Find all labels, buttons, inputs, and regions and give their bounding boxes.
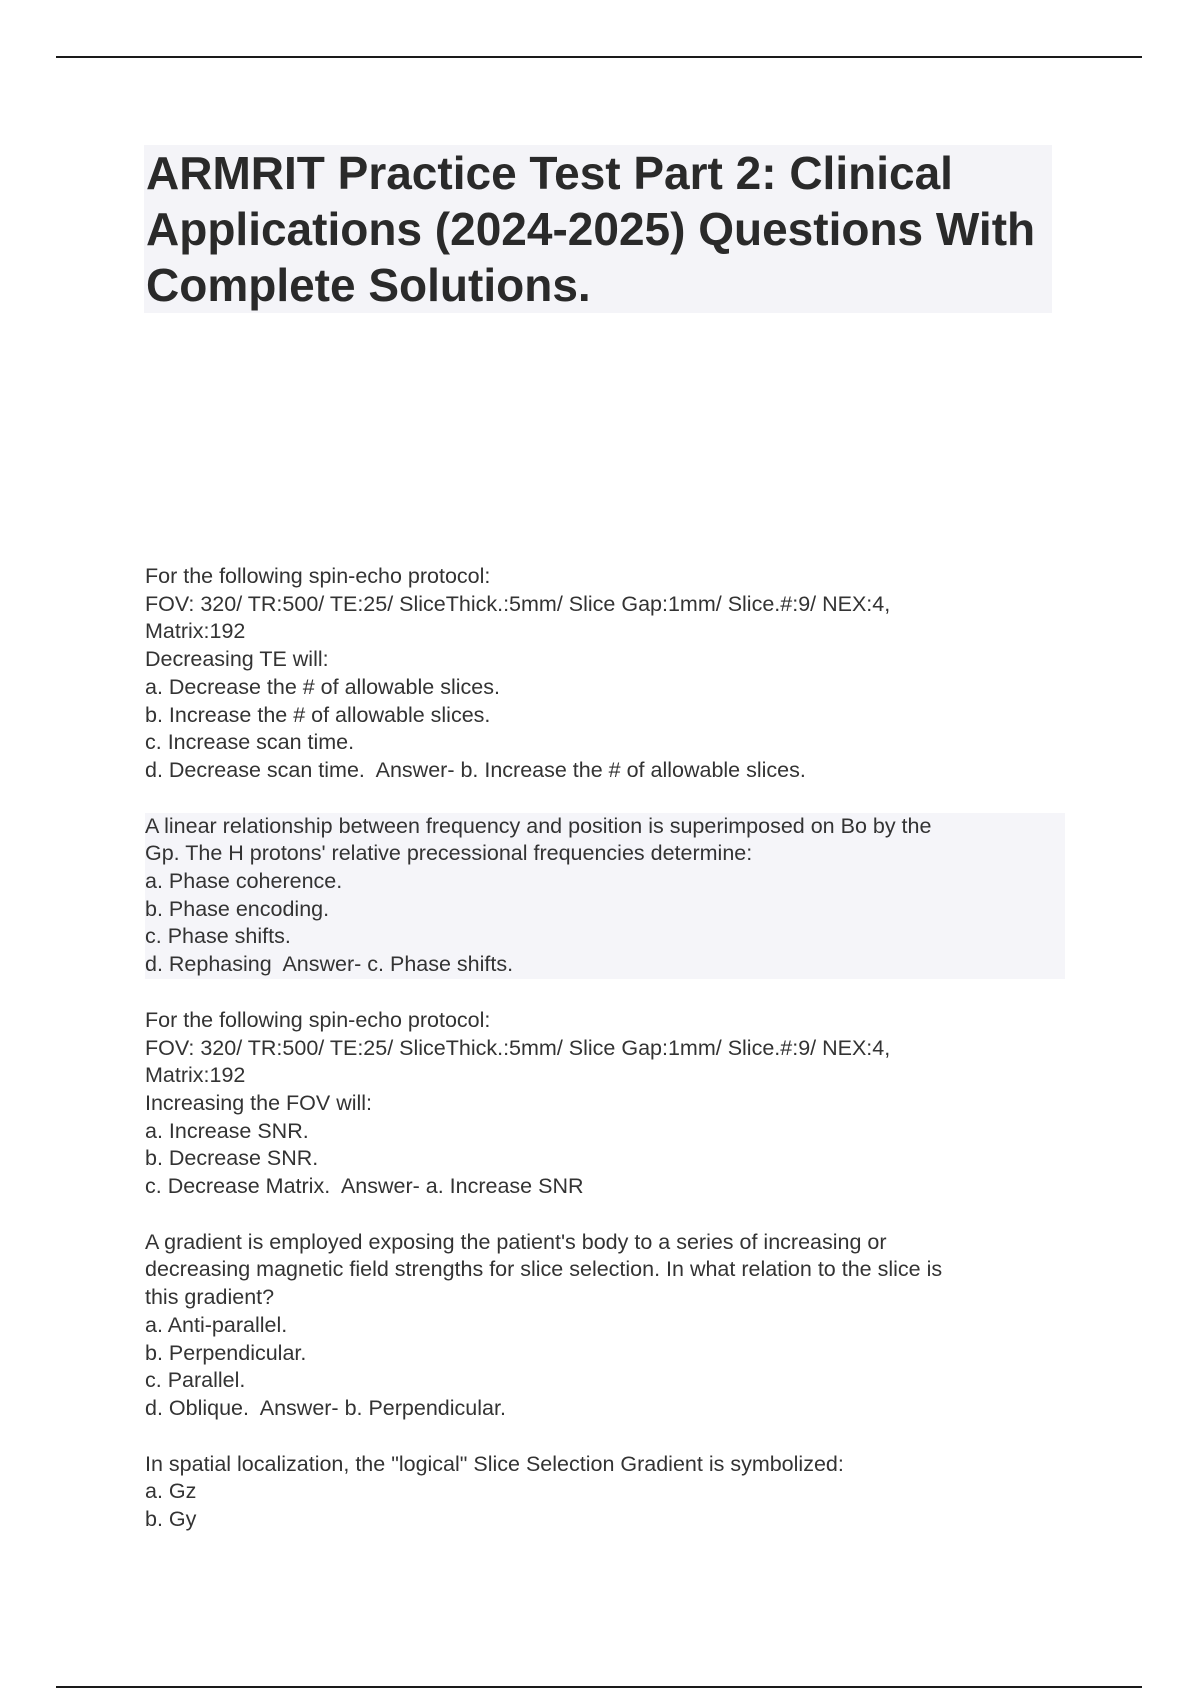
question-line: Matrix:192 <box>145 1063 246 1088</box>
question-line: FOV: 320/ TR:500/ TE:25/ SliceThick.:5mm/ Slice Gap:1mm/ Slice.#:9/ NEX:4, <box>145 591 891 616</box>
question-line: A gradient is employed exposing the patient's body to a series of increasing or <box>145 1229 887 1254</box>
answer-option: c. Phase shifts. <box>145 923 1065 951</box>
answer-option: b. Decrease SNR. <box>145 1146 319 1171</box>
question-4 <box>145 1229 1065 1423</box>
question-line: For the following spin-echo protocol: <box>145 564 491 588</box>
answer-option: b. Increase the # of allowable slices. <box>145 702 491 727</box>
bottom-rule <box>56 1686 1142 1688</box>
answer-option-with-solution: d. Rephasing Answer- c. Phase shifts. <box>145 951 1065 979</box>
answer-option: a. Gz <box>145 1479 197 1504</box>
answer-option: a. Increase SNR. <box>145 1118 309 1143</box>
question-line: Matrix:192 <box>145 619 246 644</box>
question-3 <box>145 1007 1065 1201</box>
question-line: Increasing the FOV will: <box>145 1090 373 1115</box>
question-1 <box>145 563 1065 785</box>
questions-container <box>145 563 1065 1562</box>
question-line: Gp. The H protons' relative precessional frequencies determine: <box>145 840 1065 868</box>
answer-option-with-solution: d. Decrease scan time. Answer- b. Increase the # of allowable slices. <box>145 757 806 782</box>
answer-option: a. Anti-parallel. <box>145 1312 288 1337</box>
question-5 <box>145 1451 1065 1534</box>
answer-option-with-solution: d. Oblique. Answer- b. Perpendicular. <box>145 1395 506 1420</box>
question-line: this gradient? <box>145 1285 275 1310</box>
answer-option: c. Increase scan time. <box>145 730 355 755</box>
question-2 <box>145 813 1065 979</box>
answer-option: b. Phase encoding. <box>145 896 1065 924</box>
answer-option-with-solution: c. Decrease Matrix. Answer- a. Increase SNR <box>145 1174 584 1199</box>
question-line: A linear relationship between frequency and position is superimposed on Bo by the <box>145 813 1065 841</box>
question-line: Decreasing TE will: <box>145 647 329 672</box>
answer-option: a. Phase coherence. <box>145 868 1065 896</box>
answer-option: c. Parallel. <box>145 1368 246 1393</box>
document-title: ARMRIT Practice Test Part 2: Clinical Applications (2024-2025) Questions With Complete Solutions. <box>146 147 1036 311</box>
question-line: For the following spin-echo protocol: <box>145 1007 491 1032</box>
answer-option: a. Decrease the # of allowable slices. <box>145 674 500 699</box>
top-rule <box>56 56 1142 58</box>
answer-option: b. Perpendicular. <box>145 1340 307 1365</box>
question-line: decreasing magnetic field strengths for slice selection. In what relation to the slice is <box>145 1257 943 1282</box>
question-line: FOV: 320/ TR:500/ TE:25/ SliceThick.:5mm/ Slice Gap:1mm/ Slice.#:9/ NEX:4, <box>145 1035 891 1060</box>
question-line: In spatial localization, the "logical" Slice Selection Gradient is symbolized: <box>145 1451 844 1476</box>
answer-option: b. Gy <box>145 1507 197 1532</box>
